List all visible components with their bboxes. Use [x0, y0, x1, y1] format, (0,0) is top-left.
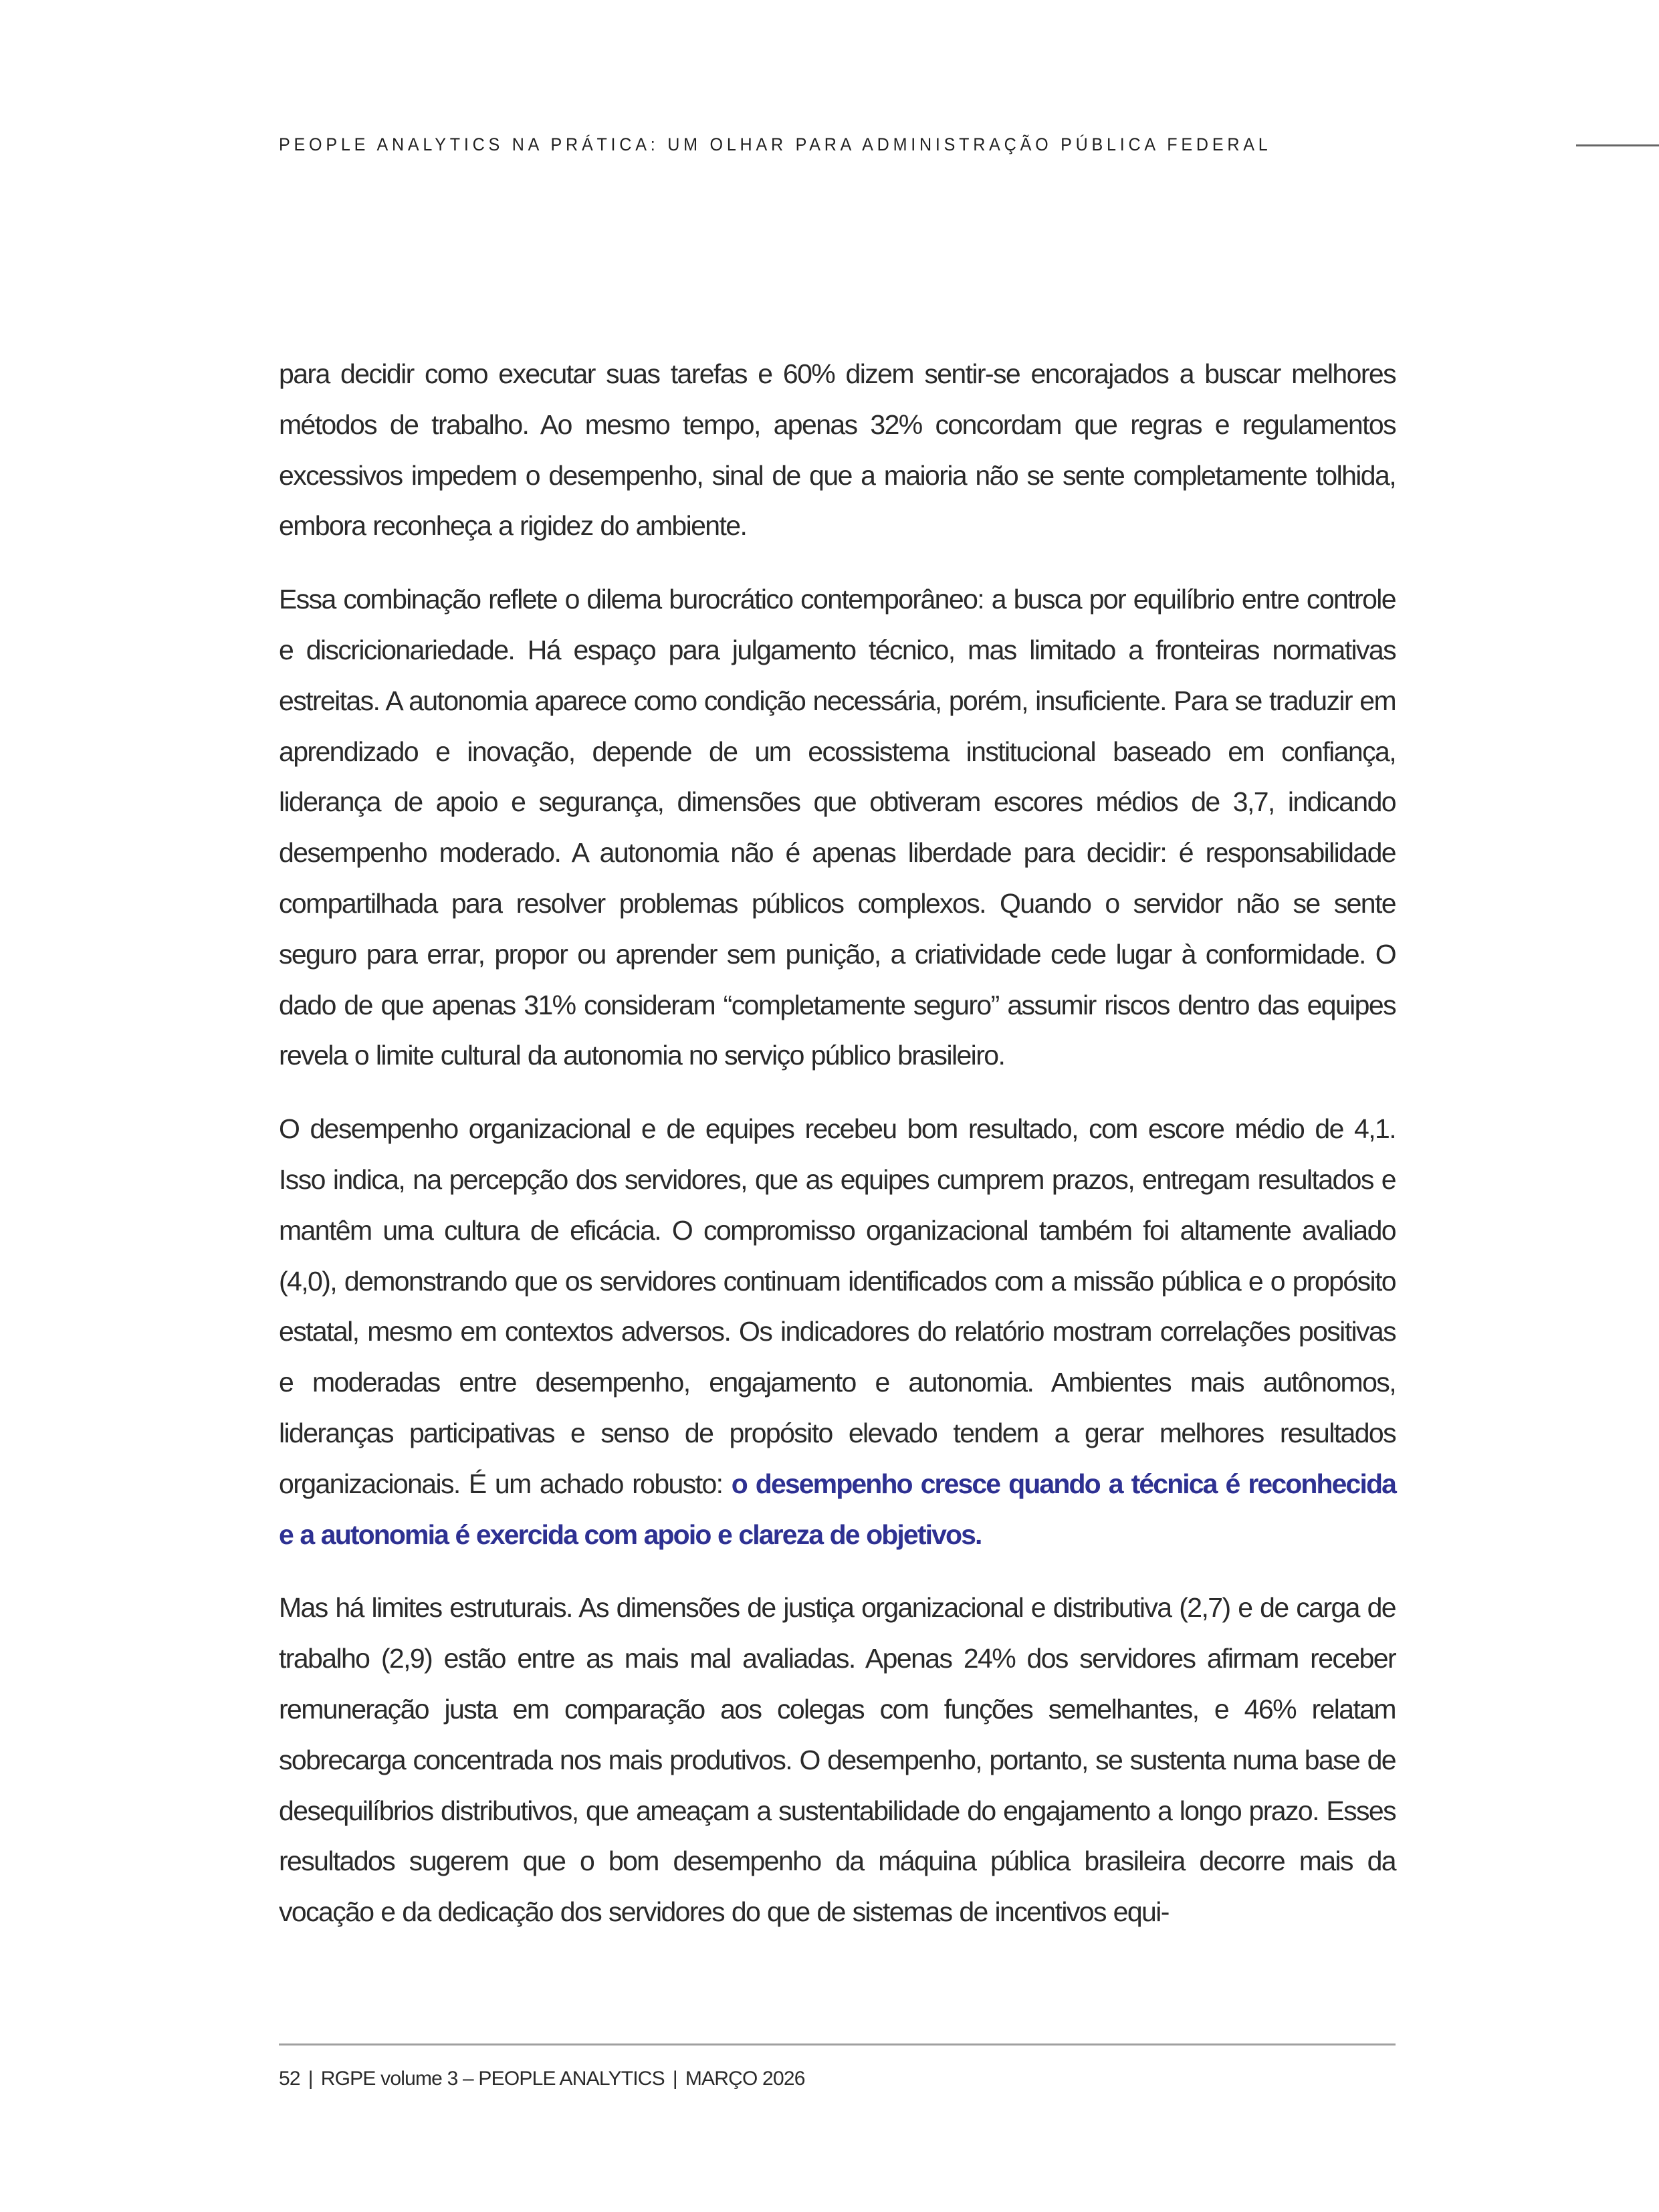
body-text	[279, 349, 1396, 1961]
paragraph-text: O desempenho organizacional e de equipes recebeu bom resultado, com escore médio de 4,1. Isso indica, na percepção dos servidores, que as equipes cumprem prazos, entregam resultados e mantêm uma cultura de eficácia. O compromisso organizacional também foi altamente avaliado (4,0), demonstrando que os servidores continuam identificados com a missão pública e o propósito estatal, mesmo em contextos adversos. Os indicadores do relatório mostram correlações positivas e moderadas entre desempenho, engajamento e autonomia. Ambientes mais autônomos, lideranças participativas e senso de propósito elevado tendem a gerar melhores resultados organizacionais. É um achado robusto:	[279, 1113, 1396, 1499]
publication-name: RGPE volume 3 – PEOPLE ANALYTICS	[320, 2068, 665, 2090]
paragraph-text: Mas há limites estruturais. As dimensões de justiça organizacional e distributiva (2,7) e de carga de trabalho (2,9) estão entre as mais mal avaliadas. Apenas 24% dos servidores afirmam receber remuneração justa em comparação aos colegas com funções semelhantes, e 46% relatam sobrecarga concentrada nos mais produtivos. O desempenho, portanto, se sustenta numa base de desequilíbrios distributivos, que ameaçam a sustentabilidade do engajamento a longo prazo. Esses resultados sugerem que o bom desempenho da máquina pública brasileira decorre mais da vocação e da dedicação dos servidores do que de sistemas de incentivos equi-	[279, 1592, 1396, 1928]
page-footer	[279, 2068, 805, 2090]
footer-separator: |	[672, 2068, 677, 2090]
paragraph	[279, 1583, 1396, 1938]
header-rule	[1576, 144, 1659, 146]
running-header	[279, 131, 1396, 158]
publication-date: MARÇO 2026	[685, 2068, 805, 2090]
footer-rule	[279, 2043, 1396, 2045]
running-header-title: PEOPLE ANALYTICS NA PRÁTICA: UM OLHAR PARA ADMINISTRAÇÃO PÚBLICA FEDERAL	[279, 134, 1272, 154]
footer-separator: |	[308, 2068, 313, 2090]
paragraph	[279, 574, 1396, 1081]
paragraph	[279, 1104, 1396, 1560]
page-number: 52	[279, 2068, 300, 2090]
paragraph-text: Essa combinação reflete o dilema burocrático contemporâneo: a busca por equilíbrio entre controle e discricionariedade. Há espaço para julgamento técnico, mas limitado a fronteiras normativas estreitas. A autonomia aparece como condição necessária, porém, insuficiente. Para se traduzir em aprendizado e inovação, depende de um ecossistema institucional baseado em confiança, liderança de apoio e segurança, dimensões que obtiveram escores médios de 3,7, indicando desempenho moderado. A autonomia não é apenas liberdade para decidir: é responsabilidade compartilhada para resolver problemas públicos complexos. Quando o servidor não se sente seguro para errar, propor ou aprender sem punição, a criatividade cede lugar à conformidade. O dado de que apenas 31% consideram “completamente seguro” assumir riscos dentro das equipes revela o limite cultural da autonomia no serviço público brasileiro.	[279, 584, 1396, 1071]
paragraph-text: para decidir como executar suas tarefas e 60% dizem sentir-se encorajados a buscar melhores métodos de trabalho. Ao mesmo tempo, apenas 32% concordam que regras e regulamentos excessivos impedem o desempenho, sinal de que a maioria não se sente completamente tolhida, embora reconheça a rigidez do ambiente.	[279, 358, 1396, 542]
paragraph	[279, 349, 1396, 552]
emphasis-text: o desempenho cresce quando a técnica é reconhecida e a autonomia é exercida com apoio e clareza de objetivos.	[279, 1468, 1396, 1550]
